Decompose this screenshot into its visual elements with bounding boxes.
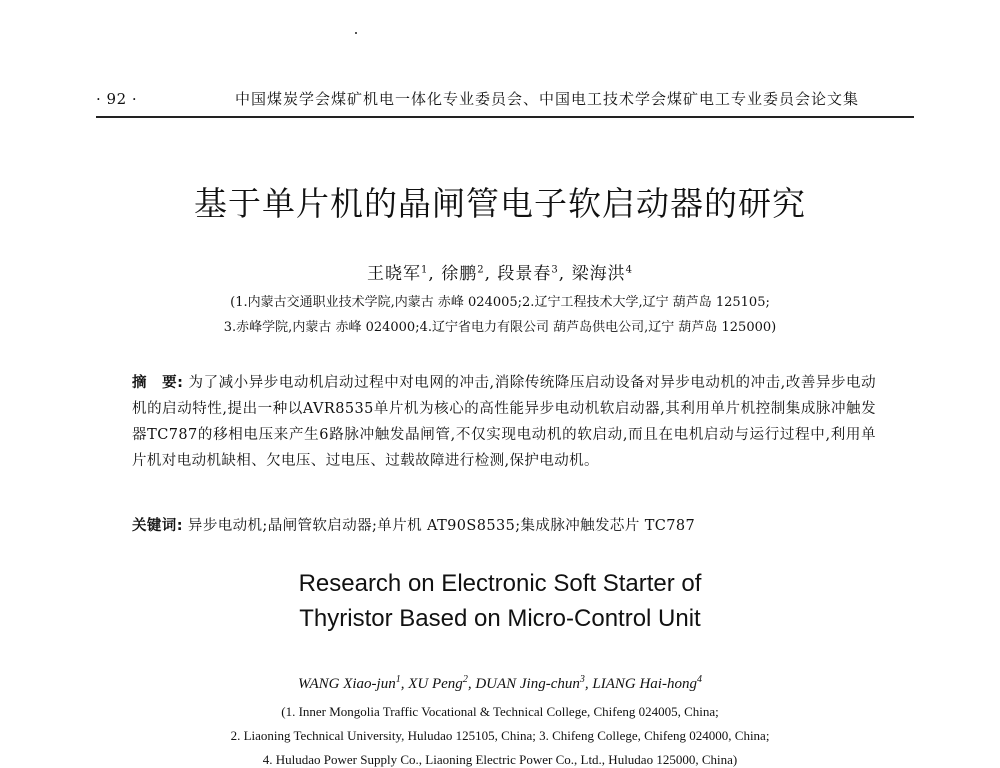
author-cn: 王晓军: [367, 264, 422, 284]
author-sep: ,: [400, 676, 405, 692]
author-en: WANG Xiao-jun: [298, 676, 396, 692]
author-en: LIANG Hai-hong: [592, 676, 697, 692]
keywords-text: 异步电动机;晶闸管软启动器;单片机 AT90S8535;集成脉冲触发芯片 TC787: [187, 518, 696, 534]
abstract-label: 摘 要:: [132, 375, 184, 391]
author-sup: 4: [696, 674, 702, 685]
affiliation-en-line: 2. Liaoning Technical University, Huludao 125105, China; 3. Chifeng College, Chifeng 024000, China;: [230, 728, 770, 743]
author-en: DUAN Jing-chun: [475, 676, 580, 692]
author-sup: 4: [625, 264, 633, 276]
affiliation-en-line: (1. Inner Mongolia Traffic Vocational & Technical College, Chifeng 024005, China;: [281, 704, 719, 719]
paper-title-en-line: Thyristor Based on Micro-Control Unit: [299, 605, 701, 632]
author-sep: ,: [558, 264, 566, 284]
author-sup: 1: [421, 264, 429, 276]
running-header: [96, 88, 916, 109]
author-cn: 段景春: [497, 264, 552, 284]
author-sup: 3: [579, 674, 585, 685]
author-cn: 梁海洪: [571, 264, 626, 284]
author-sep: ,: [467, 676, 472, 692]
header-rule: [96, 116, 914, 118]
affiliation-cn-line: 3.赤峰学院,内蒙古 赤峰 024000;4.辽宁省电力有限公司 葫芦岛供电公司,辽宁 葫芦岛 125000): [223, 320, 777, 335]
author-en: XU Peng: [408, 676, 463, 692]
keywords-cn: [132, 514, 876, 535]
author-sup: 2: [477, 264, 485, 276]
authors-en: [0, 674, 1000, 693]
author-sup: 1: [395, 674, 401, 685]
author-sup: 2: [462, 674, 468, 685]
scan-mark: [355, 32, 357, 34]
keywords-label: 关键词:: [132, 518, 183, 534]
affiliation-cn-line: (1.内蒙古交通职业技术学院,内蒙古 赤峰 024005;2.辽宁工程技术大学,辽宁 葫芦岛 125105;: [230, 295, 770, 310]
author-cn: 徐鹏: [441, 264, 478, 284]
author-sep: ,: [584, 676, 589, 692]
paper-title-en-line: Research on Electronic Soft Starter of: [298, 570, 702, 597]
abstract-text: 为了减小异步电动机启动过程中对电网的冲击,消除传统降压启动设备对异步电动机的冲击,改善异步电动机的启动特性,提出一种以AVR8535单片机为核心的高性能异步电动机软启动器,其利用单片机控制集成脉冲触发器TC787的移相电压来产生6路脉冲触发晶闸管,不仅实现电动机的软启动,而且在电机启动与运行过程中,利用单片机对电动机缺相、欠电压、过电压、过载故障进行检测,保护电动机。: [132, 375, 877, 469]
affiliation-en-line: 4. Huludao Power Supply Co., Liaoning Electric Power Co., Ltd., Huludao 125000, China): [262, 752, 738, 767]
authors-cn: [0, 259, 1000, 284]
paper-title-cn: 基于单片机的晶闸管电子软启动器的研究: [194, 184, 806, 223]
abstract-cn: [132, 370, 876, 474]
author-sep: ,: [428, 264, 435, 284]
journal-title: 中国煤炭学会煤矿机电一体化专业委员会、中国电工技术学会煤矿电工专业委员会论文集: [234, 90, 859, 108]
page-number: · 92 ·: [96, 90, 138, 108]
author-sup: 3: [551, 264, 559, 276]
author-sep: ,: [484, 264, 491, 284]
